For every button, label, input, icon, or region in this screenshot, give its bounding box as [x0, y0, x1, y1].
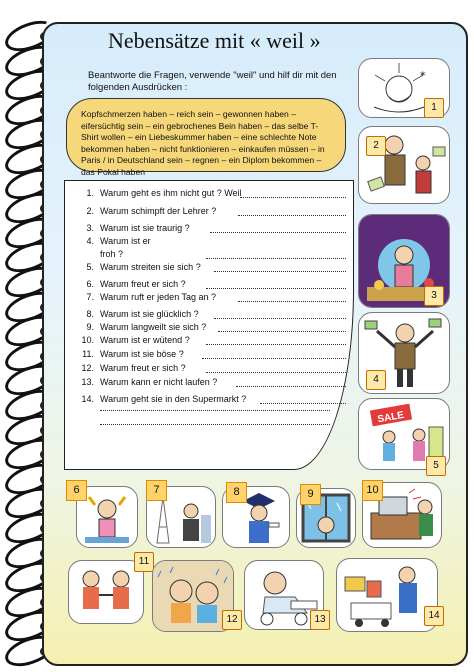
picture-number-8: 8 — [226, 482, 247, 503]
instructions-text: Beantworte die Fragen, verwende "weil" und hilf dir mit den folgenden Ausdrücken : — [88, 70, 337, 93]
picture-number-12: 12 — [222, 610, 242, 630]
sale-sign-text: SALE — [376, 409, 405, 426]
picture-number-6: 6 — [66, 480, 87, 501]
question-text: Warum ist er — [100, 236, 151, 246]
question-text: Warum streiten sie sich ? — [100, 262, 201, 272]
question-text: Warum geht sie in den Supermarkt ? — [100, 394, 247, 404]
question-text: Warum ist sie böse ? — [100, 349, 184, 359]
question-text: Warum freut er sich ? — [100, 279, 186, 289]
question-text: Warum geht es ihm nicht gut ? Weil — [100, 188, 242, 198]
answer-line[interactable] — [206, 258, 346, 259]
picture-number-2: 2 — [366, 136, 386, 156]
question-text: Warum langweilt sie sich ? — [100, 322, 207, 332]
answer-line[interactable] — [202, 358, 346, 359]
question-number: 8. — [86, 309, 94, 319]
question-number: 1. — [86, 188, 94, 198]
question-number: 11. — [82, 349, 94, 359]
picture-arguing-girls — [68, 560, 144, 624]
answer-line[interactable] — [206, 372, 346, 373]
answer-line[interactable] — [260, 403, 346, 404]
picture-number-7: 7 — [146, 480, 167, 501]
picture-number-9: 9 — [300, 484, 321, 505]
answer-line[interactable] — [100, 424, 330, 425]
answer-line[interactable] — [206, 288, 346, 289]
svg-text:✶: ✶ — [419, 69, 427, 79]
question-number: 7. — [86, 292, 94, 302]
question-text: Warum ist er wütend ? — [100, 335, 190, 345]
question-text: Warum ruft er jeden Tag an ? — [100, 292, 217, 302]
picture-number-5: 5 — [426, 456, 446, 476]
answer-line[interactable] — [210, 232, 346, 233]
question-text: froh ? — [100, 249, 124, 259]
question-number: 14. — [81, 394, 94, 404]
picture-number-1: 1 — [424, 98, 444, 118]
answer-line[interactable] — [206, 344, 346, 345]
page-title: Nebensätze mit « weil » — [108, 28, 321, 53]
answer-line[interactable] — [218, 331, 346, 332]
answer-line[interactable] — [214, 271, 346, 272]
question-number: 3. — [86, 223, 94, 233]
question-number: 2. — [86, 206, 94, 216]
picture-number-11: 11 — [134, 552, 154, 572]
question-number: 5. — [86, 262, 94, 272]
picture-number-4: 4 — [366, 370, 386, 390]
picture-number-10: 10 — [362, 480, 383, 501]
question-number: 13. — [81, 377, 94, 387]
answer-line[interactable] — [238, 215, 346, 216]
question-text: Warum ist sie glücklich ? — [100, 309, 199, 319]
picture-number-3: 3 — [424, 286, 444, 306]
question-text: Warum schimpft der Lehrer ? — [100, 206, 217, 216]
question-text: Warum kann er nicht laufen ? — [100, 377, 218, 387]
answer-line[interactable] — [236, 386, 346, 387]
answer-line[interactable] — [238, 301, 346, 302]
answer-line[interactable] — [214, 318, 346, 319]
question-text: Warum freut er sich ? — [100, 363, 186, 373]
expressions-box: Kopfschmerzen haben – reich sein – gewonnen haben – eifersüchtig sein – ein gebrochenes Bein haben – das selbe T-Shirt wollen – ein Liebeskummer haben – eine schlechte Note bekommen haben – nicht funktionieren – einkaufen müssen – in Paris / in Deutschland sein – regnen – ein Diplom bekommen – das Pokal haben — [66, 98, 346, 172]
answer-line[interactable] — [100, 410, 330, 411]
picture-number-13: 13 — [310, 610, 330, 630]
question-number: 4. — [86, 236, 94, 246]
question-number: 12. — [81, 363, 94, 373]
question-number: 6. — [86, 279, 94, 289]
question-text: Warum ist sie traurig ? — [100, 223, 190, 233]
question-number: 10. — [81, 335, 94, 345]
answer-line[interactable] — [240, 197, 346, 198]
question-number: 9. — [86, 322, 94, 332]
picture-number-14: 14 — [424, 606, 444, 626]
picture-supermarket — [336, 558, 438, 632]
